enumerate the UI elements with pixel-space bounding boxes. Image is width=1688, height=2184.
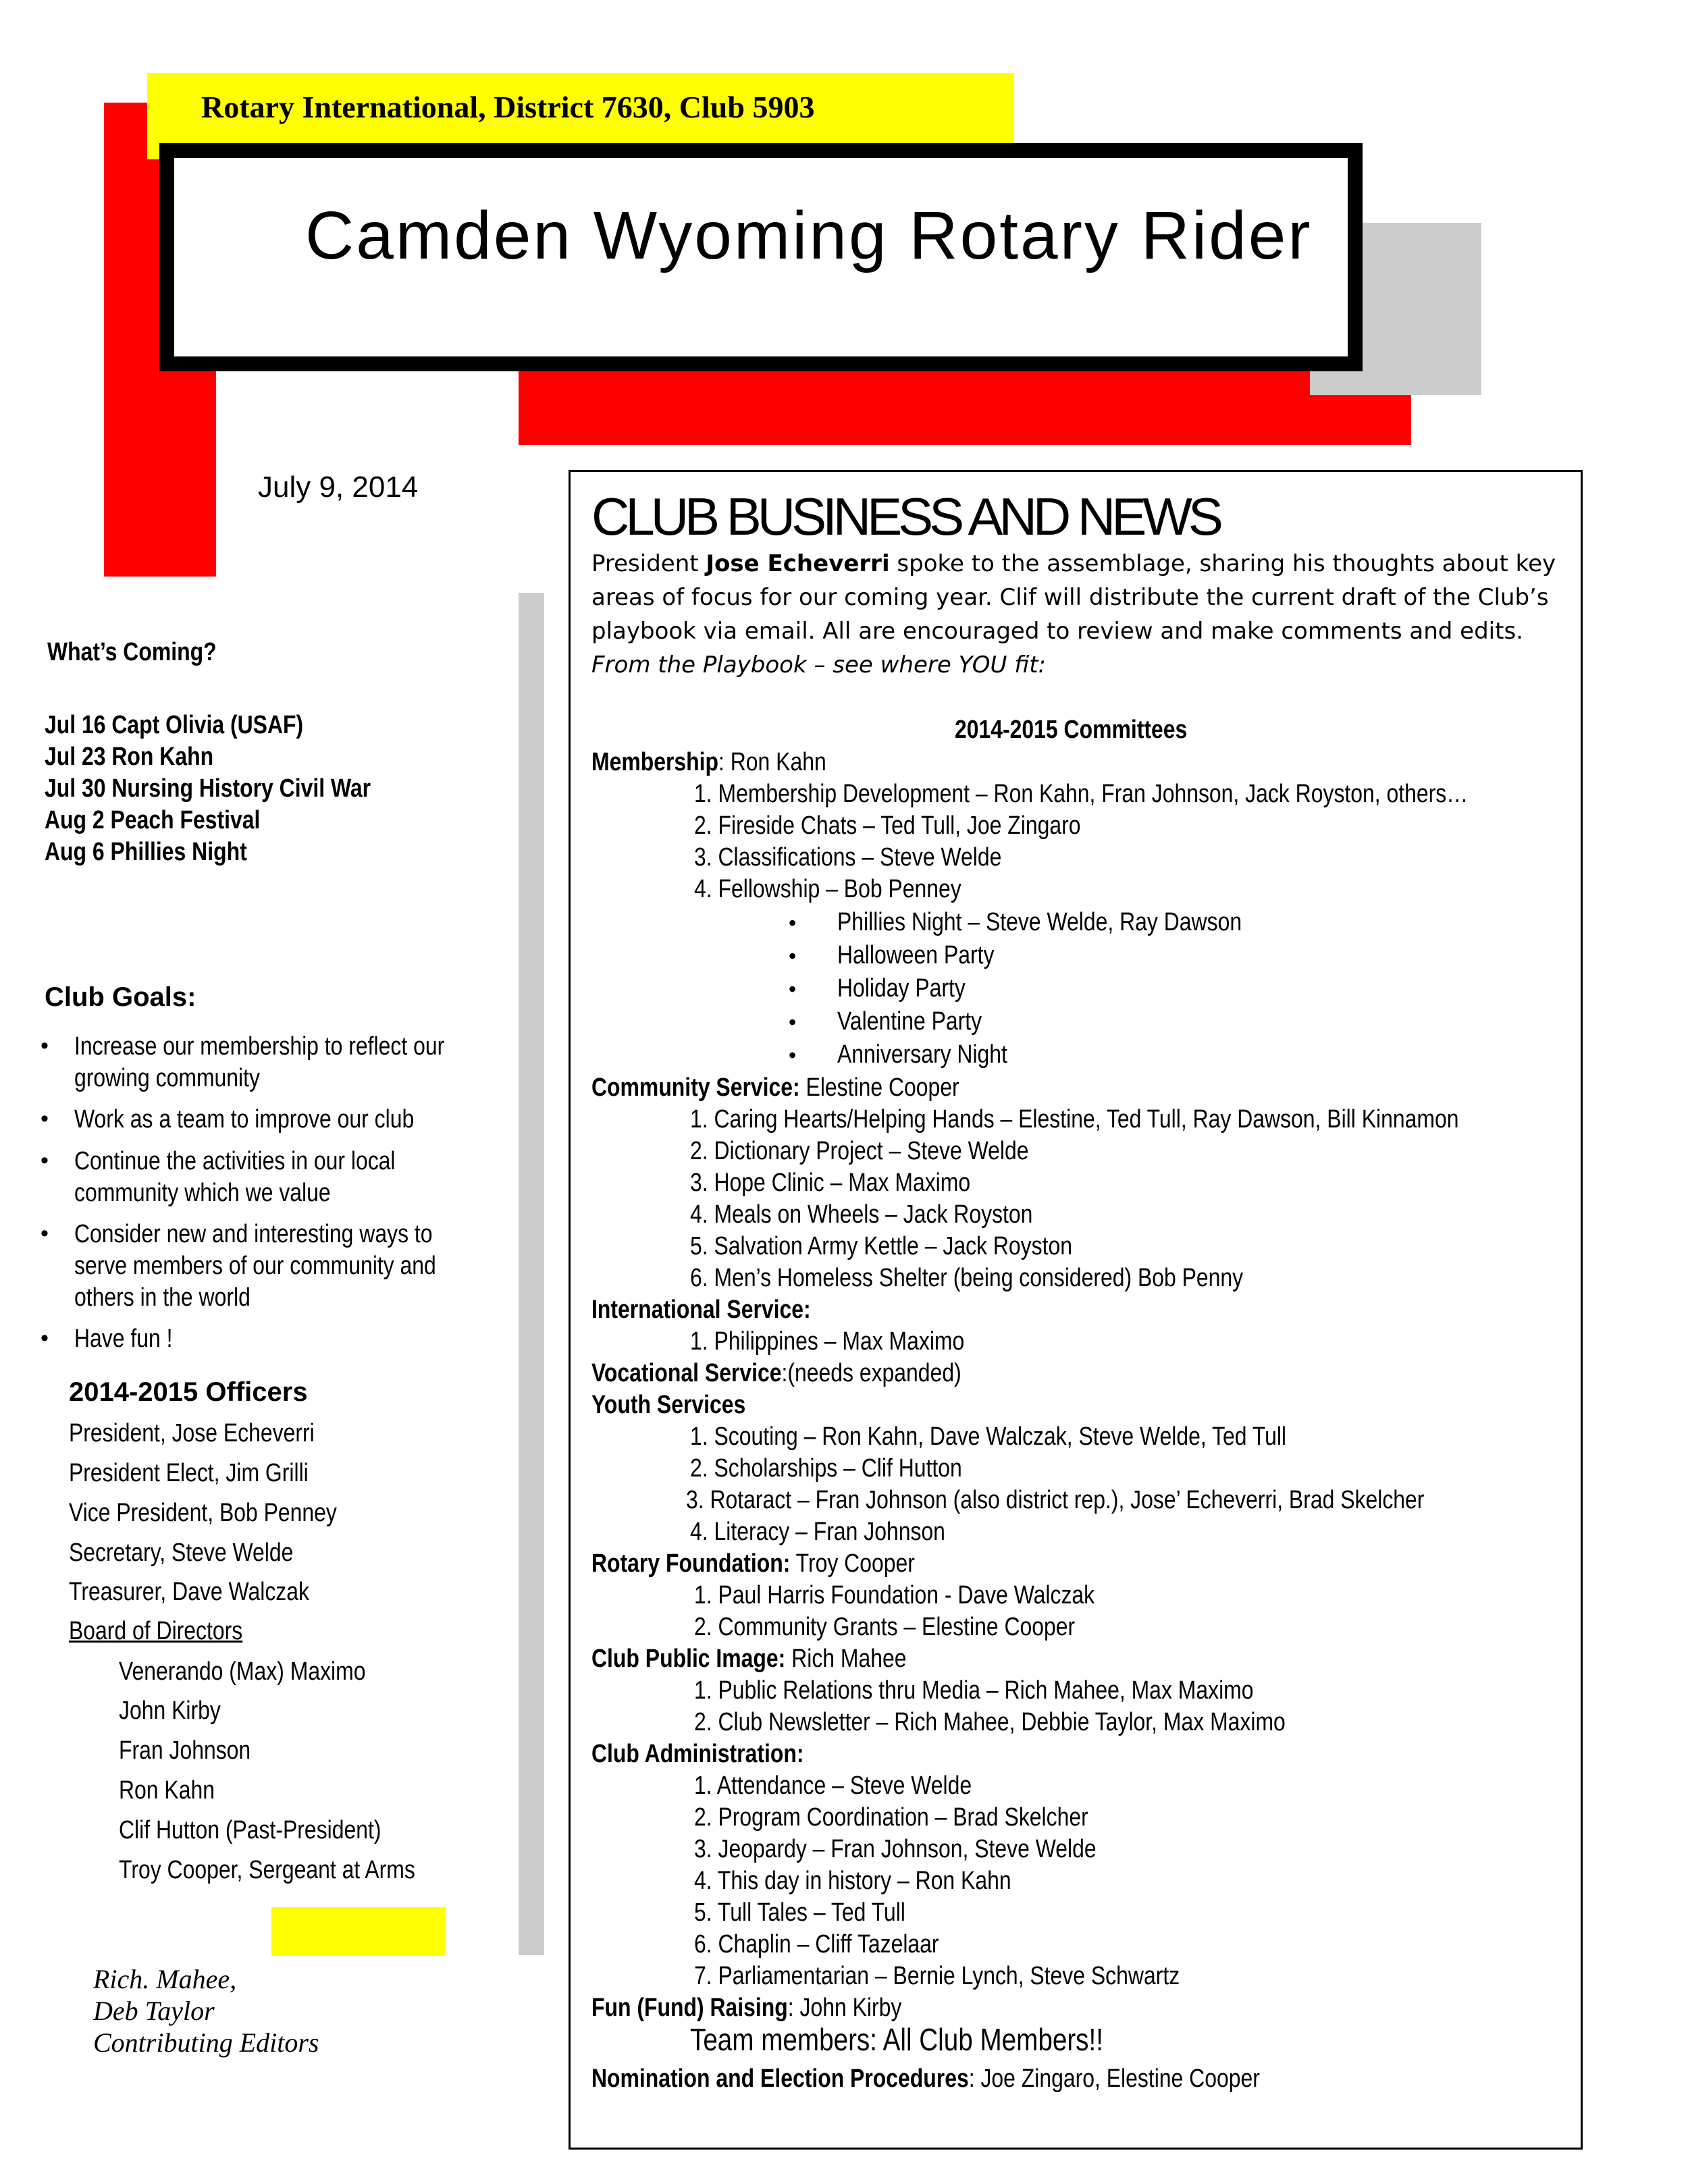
intro-line: From the Playbook – see where YOU fit: bbox=[591, 651, 1046, 678]
goal-line: Continue the activities in our local bbox=[74, 1147, 396, 1175]
fellowship-item: Anniversary Night bbox=[837, 1040, 1007, 1069]
goal-line: Consider new and interesting ways to bbox=[74, 1220, 433, 1248]
committee-item: 7. Parliamentarian – Bernie Lynch, Steve Schwartz bbox=[694, 1962, 1180, 1990]
director-item: John Kirby bbox=[119, 1697, 221, 1725]
club-goals-heading: Club Goals: bbox=[45, 982, 196, 1012]
committee-item: 1. Scouting – Ron Kahn, Dave Walczak, Steve Welde, Ted Tull bbox=[690, 1422, 1287, 1451]
bullet-icon: • bbox=[789, 944, 797, 968]
committee-community-service: Community Service: Elestine Cooper bbox=[591, 1073, 959, 1102]
whats-coming-heading: What’s Coming? bbox=[47, 638, 217, 666]
editors-caption: Contributing Editors bbox=[93, 2027, 319, 2058]
goal-line: growing community bbox=[74, 1064, 260, 1092]
director-item: Clif Hutton (Past-President) bbox=[119, 1816, 381, 1844]
committee-membership: Membership: Ron Kahn bbox=[591, 748, 826, 776]
committee-item: 2. Club Newsletter – Rich Mahee, Debbie Taylor, Max Maximo bbox=[694, 1708, 1286, 1736]
committee-fund-raising: Fun (Fund) Raising: John Kirby bbox=[591, 1994, 902, 2022]
committee-vocational-service: Vocational Service:(needs expanded) bbox=[591, 1359, 961, 1387]
bullet-icon: • bbox=[41, 1221, 49, 1246]
committee-club-administration: Club Administration: bbox=[591, 1740, 804, 1768]
intro-line: playbook via email. All are encouraged to review and make comments and edits. bbox=[591, 618, 1523, 645]
goal-line: Work as a team to improve our club bbox=[74, 1105, 415, 1134]
bullet-icon: • bbox=[789, 1010, 797, 1034]
director-item: Venerando (Max) Maximo bbox=[119, 1657, 366, 1686]
bullet-icon: • bbox=[789, 911, 797, 935]
issue-date: July 9, 2014 bbox=[258, 471, 419, 504]
committee-item: 4. Meals on Wheels – Jack Royston bbox=[690, 1200, 1033, 1229]
committee-item: 4. Literacy – Fran Johnson bbox=[690, 1518, 945, 1546]
club-banner-text: Rotary International, District 7630, Club 5903 bbox=[201, 90, 815, 124]
committee-public-image: Club Public Image: Rich Mahee bbox=[591, 1645, 907, 1673]
board-heading: Board of Directors bbox=[69, 1617, 243, 1645]
intro-line: areas of focus for our coming year. Clif will distribute the current draft of the Club’s bbox=[591, 584, 1549, 611]
event-item: Jul 16 Capt Olivia (USAF) bbox=[45, 711, 304, 739]
yellow-decor-block bbox=[271, 1907, 446, 1956]
officer-item: Treasurer, Dave Walczak bbox=[69, 1578, 309, 1606]
committee-item: 6. Men’s Homeless Shelter (being considered) Bob Penny bbox=[690, 1264, 1244, 1292]
bullet-icon: • bbox=[41, 1033, 49, 1059]
fellowship-item: Holiday Party bbox=[837, 974, 966, 1003]
committees-heading: 2014-2015 Committees bbox=[955, 716, 1188, 744]
committee-item: 3. Rotaract – Fran Johnson (also district rep.), Jose’ Echeverri, Brad Skelcher bbox=[686, 1486, 1425, 1514]
goal-line: Increase our membership to reflect our bbox=[74, 1032, 445, 1061]
committee-item: 4. Fellowship – Bob Penney bbox=[694, 875, 961, 903]
goal-line: others in the world bbox=[74, 1283, 250, 1312]
committee-item: 3. Jeopardy – Fran Johnson, Steve Welde bbox=[694, 1835, 1097, 1863]
committee-youth-services: Youth Services bbox=[591, 1391, 746, 1419]
director-item: Ron Kahn bbox=[119, 1776, 215, 1805]
fellowship-item: Valentine Party bbox=[837, 1007, 982, 1036]
committee-item: 6. Chaplin – Cliff Tazelaar bbox=[694, 1930, 939, 1959]
committee-item: 5. Tull Tales – Ted Tull bbox=[694, 1898, 905, 1927]
committee-item: 1. Paul Harris Foundation - Dave Walczak bbox=[694, 1581, 1095, 1609]
committee-nomination: Nomination and Election Procedures: Joe Zingaro, Elestine Cooper bbox=[591, 2065, 1260, 2093]
news-heading: CLUB BUSINESS AND NEWS bbox=[591, 487, 1219, 546]
director-item: Troy Cooper, Sergeant at Arms bbox=[119, 1856, 415, 1884]
committee-item: 1. Philippines – Max Maximo bbox=[690, 1327, 965, 1356]
goal-line: serve members of our community and bbox=[74, 1252, 436, 1280]
committee-item: 1. Caring Hearts/Helping Hands – Elestine, Ted Tull, Ray Dawson, Bill Kinnamon bbox=[690, 1105, 1459, 1134]
committee-rotary-foundation: Rotary Foundation: Troy Cooper bbox=[591, 1549, 915, 1578]
event-item: Jul 23 Ron Kahn bbox=[45, 743, 214, 771]
committee-item: 3. Classifications – Steve Welde bbox=[694, 843, 1002, 872]
event-item: Jul 30 Nursing History Civil War bbox=[45, 774, 371, 803]
president-name: Jose Echeverri bbox=[706, 550, 890, 577]
bullet-icon: • bbox=[41, 1325, 49, 1351]
committee-item: 2. Fireside Chats – Ted Tull, Joe Zingaro bbox=[694, 811, 1081, 840]
officer-item: Vice President, Bob Penney bbox=[69, 1499, 337, 1527]
committee-item: 5. Salvation Army Kettle – Jack Royston bbox=[690, 1232, 1072, 1260]
event-item: Aug 6 Phillies Night bbox=[45, 838, 247, 866]
intro-line: President Jose Echeverri spoke to the assemblage, sharing his thoughts about key bbox=[591, 550, 1556, 577]
column-divider bbox=[519, 593, 544, 1955]
editor-name: Rich. Mahee, bbox=[93, 1964, 237, 1994]
committee-item: 2. Dictionary Project – Steve Welde bbox=[690, 1137, 1029, 1165]
bullet-icon: • bbox=[41, 1148, 49, 1173]
team-members-line: Team members: All Club Members!! bbox=[690, 2022, 1103, 2057]
committee-item: 2. Program Coordination – Brad Skelcher bbox=[694, 1803, 1088, 1832]
committee-item: 1. Membership Development – Ron Kahn, Fran Johnson, Jack Royston, others… bbox=[694, 780, 1469, 808]
officer-item: President Elect, Jim Grilli bbox=[69, 1459, 309, 1487]
committee-item: 1. Attendance – Steve Welde bbox=[694, 1772, 972, 1800]
committee-item: 3. Hope Clinic – Max Maximo bbox=[690, 1169, 971, 1197]
director-item: Fran Johnson bbox=[119, 1736, 251, 1765]
fellowship-item: Halloween Party bbox=[837, 941, 995, 969]
committee-international-service: International Service: bbox=[591, 1296, 811, 1324]
officers-heading: 2014-2015 Officers bbox=[69, 1377, 308, 1407]
bullet-icon: • bbox=[789, 977, 797, 1001]
bullet-icon: • bbox=[41, 1106, 49, 1131]
committee-item: 1. Public Relations thru Media – Rich Mahee, Max Maximo bbox=[694, 1676, 1254, 1705]
goal-line: Have fun ! bbox=[74, 1325, 173, 1353]
goal-line: community which we value bbox=[74, 1179, 331, 1207]
officer-item: Secretary, Steve Welde bbox=[69, 1539, 294, 1567]
fellowship-item: Phillies Night – Steve Welde, Ray Dawson bbox=[837, 908, 1242, 936]
committee-item: 2. Community Grants – Elestine Cooper bbox=[694, 1613, 1076, 1641]
newsletter-title: Camden Wyoming Rotary Rider bbox=[305, 198, 1313, 273]
officer-item: President, Jose Echeverri bbox=[69, 1419, 315, 1447]
event-item: Aug 2 Peach Festival bbox=[45, 806, 261, 834]
committee-item: 4. This day in history – Ron Kahn bbox=[694, 1867, 1011, 1895]
bullet-icon: • bbox=[789, 1043, 797, 1067]
committee-item: 2. Scholarships – Clif Hutton bbox=[690, 1454, 962, 1483]
editor-name: Deb Taylor bbox=[93, 1996, 215, 2026]
